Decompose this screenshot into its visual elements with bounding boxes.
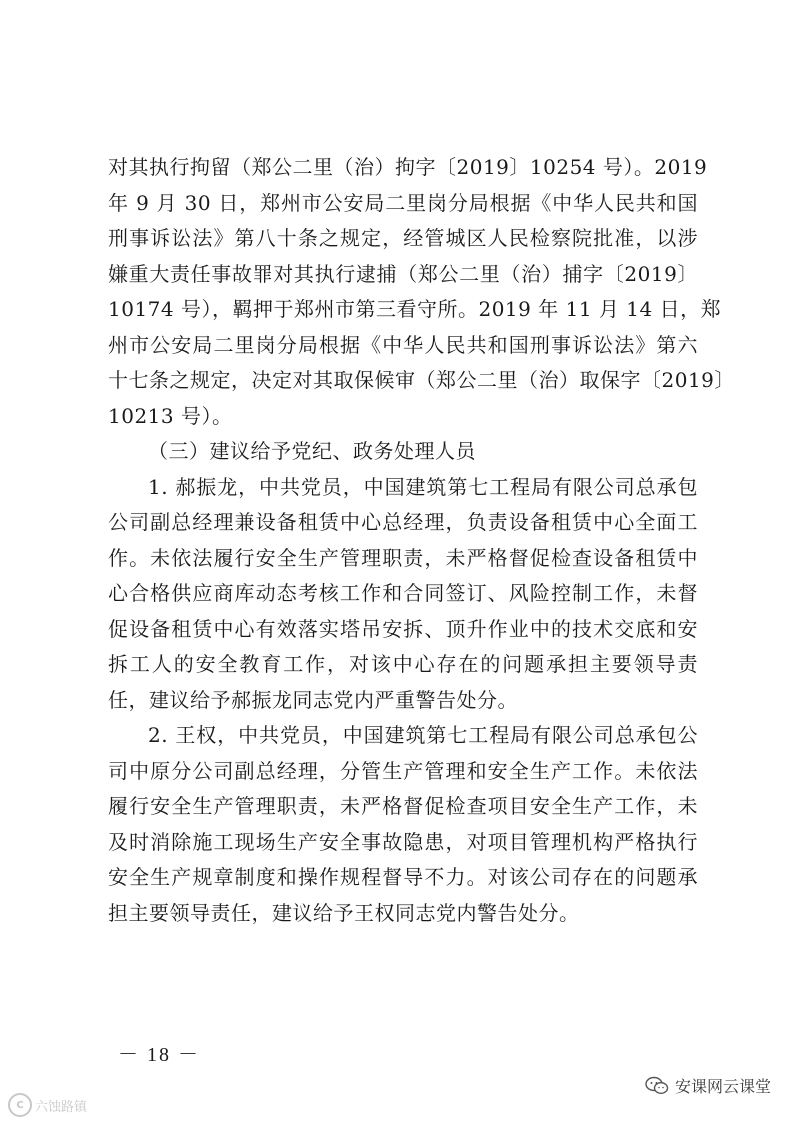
text-line-8: 10213 号）。 bbox=[108, 403, 233, 428]
text-line-3: 刑事诉讼法》第八十条之规定，经管城区人民检察院批准，以涉 bbox=[108, 226, 698, 250]
watermark-right-text: 安课网云课堂 bbox=[674, 1077, 771, 1096]
text-line-21: 安全生产规章制度和操作规程督导不力。对该公司存在的问题承 bbox=[108, 865, 698, 889]
text-line-5: 10174 号），羁押于郑州市第三看守所。2019 年 11 月 14 日，郑 bbox=[108, 297, 722, 321]
watermark-left bbox=[8, 1093, 87, 1117]
text-line-15: 拆工人的安全教育工作，对该中心存在的问题承担主要领导责 bbox=[108, 652, 698, 676]
watermark-right bbox=[645, 1074, 771, 1097]
text-line-10: 1. 郝振龙，中共党员，中国建筑第七工程局有限公司总承包 bbox=[148, 474, 698, 499]
page-number: － 18 － bbox=[118, 1044, 200, 1066]
text-line-19: 履行安全生产管理职责，未严格督促检查项目安全生产工作，未 bbox=[108, 794, 698, 818]
watermark-logo-icon: C bbox=[8, 1093, 32, 1117]
text-line-13: 心合格供应商库动态考核工作和合同签订、风险控制工作，未督 bbox=[108, 581, 698, 605]
text-line-11: 公司副总经理兼设备租赁中心总经理，负责设备租赁中心全面工 bbox=[108, 510, 698, 534]
text-line-7: 十七条之规定，决定对其取保候审（郑公二里（治）取保字〔2019〕 bbox=[108, 368, 735, 392]
text-line-4: 嫌重大责任事故罪对其执行逮捕（郑公二里（治）捕字〔2019〕 bbox=[108, 261, 698, 286]
text-line-20: 及时消除施工现场生产安全事故隐患，对项目管理机构严格执行 bbox=[108, 829, 698, 854]
text-line-1: 对其执行拘留（郑公二里（治）拘字〔2019〕10254 号）。2019 bbox=[108, 155, 708, 179]
wechat-icon bbox=[645, 1076, 669, 1096]
section-heading: （三）建议给予党纪、政务处理人员 bbox=[148, 439, 476, 463]
text-line-17: 2. 王权，中共党员，中国建筑第七工程局有限公司总承包公 bbox=[148, 723, 698, 747]
document-body bbox=[108, 150, 735, 931]
text-line-6: 州市公安局二里岗分局根据《中华人民共和国刑事诉讼法》第六 bbox=[108, 332, 698, 357]
text-line-14: 促设备租赁中心有效落实塔吊安拆、顶升作业中的技术交底和安 bbox=[108, 616, 698, 641]
text-line-22: 担主要领导责任，建议给予王权同志党内警告处分。 bbox=[108, 900, 580, 925]
text-line-12: 作。未依法履行安全生产管理职责，未严格督促检查设备租赁中 bbox=[108, 545, 698, 570]
text-line-16: 任，建议给予郝振龙同志党内严重警告处分。 bbox=[108, 687, 518, 712]
text-line-18: 司中原分公司副总经理，分管生产管理和安全生产工作。未依法 bbox=[108, 758, 698, 783]
watermark-left-text: 六蚀路镇 bbox=[35, 1099, 88, 1115]
text-line-2: 年 9 月 30 日，郑州市公安局二里岗分局根据《中华人民共和国 bbox=[108, 190, 698, 215]
